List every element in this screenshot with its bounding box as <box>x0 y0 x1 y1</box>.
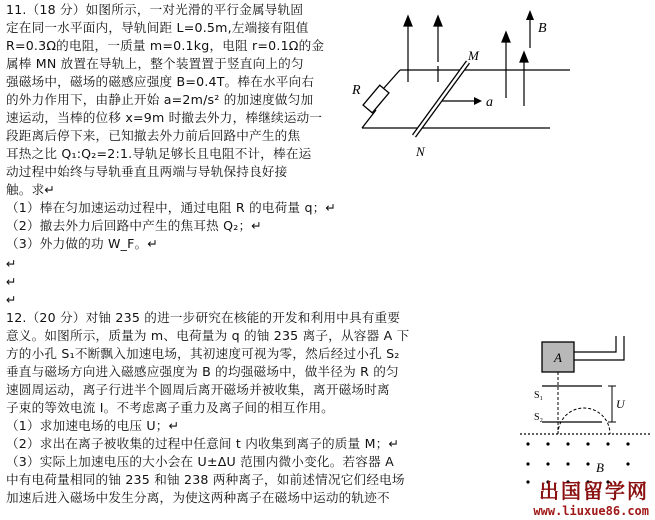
return-mark: ↵ <box>6 292 17 307</box>
q11-line: 属棒 MN 放置在导轨上，整个装置置于竖直向上的匀 <box>6 56 304 71</box>
q12-line: 垂直与磁场方向进入磁感应强度为 B 的均强磁场中，做半径为 R 的匀 <box>6 364 399 379</box>
q11-line: 定在同一水平面内，导轨间距 L=0.5m,左端接有阻值 <box>6 20 309 35</box>
q11-line: 耳热之比 Q₁:Q₂=2:1.导轨足够长且电阻不计，棒在运 <box>6 146 312 161</box>
q11-line: 11.（18 分）如图所示，一对光滑的平行金属导轨固 <box>6 2 304 17</box>
watermark-title: 出国留学网 <box>539 479 649 503</box>
q11-part-1: （1）棒在匀加速运动过程中，通过电阻 R 的电荷量 q；↵ <box>6 200 337 215</box>
q11-line: R=0.3Ω的电阻，一质量 m=0.1kg，电阻 r=0.1Ω的金 <box>6 38 325 53</box>
q12-line: 中有电荷量相同的铀 235 和铀 238 两种离子，如前述情况它们经电场 <box>6 472 405 487</box>
q12-line: 12.（20 分）对铀 235 的进一步研究在核能的开发和利用中具有重要 <box>6 310 401 325</box>
q11-line: 段距离后停下来，已知撤去外力前后回路中产生的焦 <box>6 128 301 143</box>
q11-line: 强磁场中，磁场的磁感应强度 B=0.4T。棒在水平向右 <box>6 74 315 89</box>
q11-line: 触。求↵ <box>6 182 56 197</box>
q12-part-3: （3）实际上加速电压的大小会在 U±ΔU 范围内微小变化。若容器 A <box>6 454 394 469</box>
q12-line: 子束的等效电流 I。不考虑离子重力及离子间的相互作用。 <box>6 400 334 415</box>
q11-part-2: （2）撤去外力后回路中产生的焦耳热 Q₂；↵ <box>6 218 263 233</box>
label-B: B <box>538 21 547 36</box>
return-mark: ↵ <box>6 274 17 289</box>
q12-line: 加速后进入磁场中发生分离，为使这两种离子在磁场中运动的轨迹不 <box>6 490 390 505</box>
q12-part-2: （2）求出在离子被收集的过程中任意间 t 内收集到离子的质量 M；↵ <box>6 436 400 451</box>
q11-line: 动过程中始终与导轨垂直且两端与导轨保持良好接 <box>6 164 288 179</box>
q11-rail-figure <box>330 8 575 170</box>
label-R: R <box>352 83 361 98</box>
label-A: A <box>554 350 562 365</box>
q11-line: 速运动，当棒的位移 x=9m 时撤去外力，棒继续运动一 <box>6 110 323 125</box>
label-B: B <box>596 460 604 475</box>
q12-line: 意义。如图所示，质量为 m、电荷量为 q 的铀 235 离子，从容器 A 下 <box>6 328 410 343</box>
label-S1: S₁ <box>534 390 544 401</box>
q12-mass-spectrometer-figure <box>520 330 650 490</box>
q11-line: 的外力作用下，由静止开始 a=2m/s² 的加速度做匀加 <box>6 92 314 107</box>
label-U: U <box>616 397 625 411</box>
return-mark: ↵ <box>6 256 17 271</box>
q11-part-3: （3）外力做的功 W_F。↵ <box>6 236 159 251</box>
watermark <box>533 475 649 518</box>
label-N: N <box>416 144 425 159</box>
q12-part-1: （1）求加速电场的电压 U；↵ <box>6 418 180 433</box>
q12-line: 速圆周运动，离子行进半个圆周后离开磁场并被收集，离开磁场时离 <box>6 382 390 397</box>
label-a: a <box>486 95 493 110</box>
label-S2: S₂ <box>534 412 544 423</box>
q12-line: 方的小孔 S₁不断飘入加速电场，其初速度可视为零，然后经过小孔 S₂ <box>6 346 400 361</box>
label-M: M <box>468 48 479 63</box>
watermark-url: www.liuxue86.com <box>533 504 649 518</box>
